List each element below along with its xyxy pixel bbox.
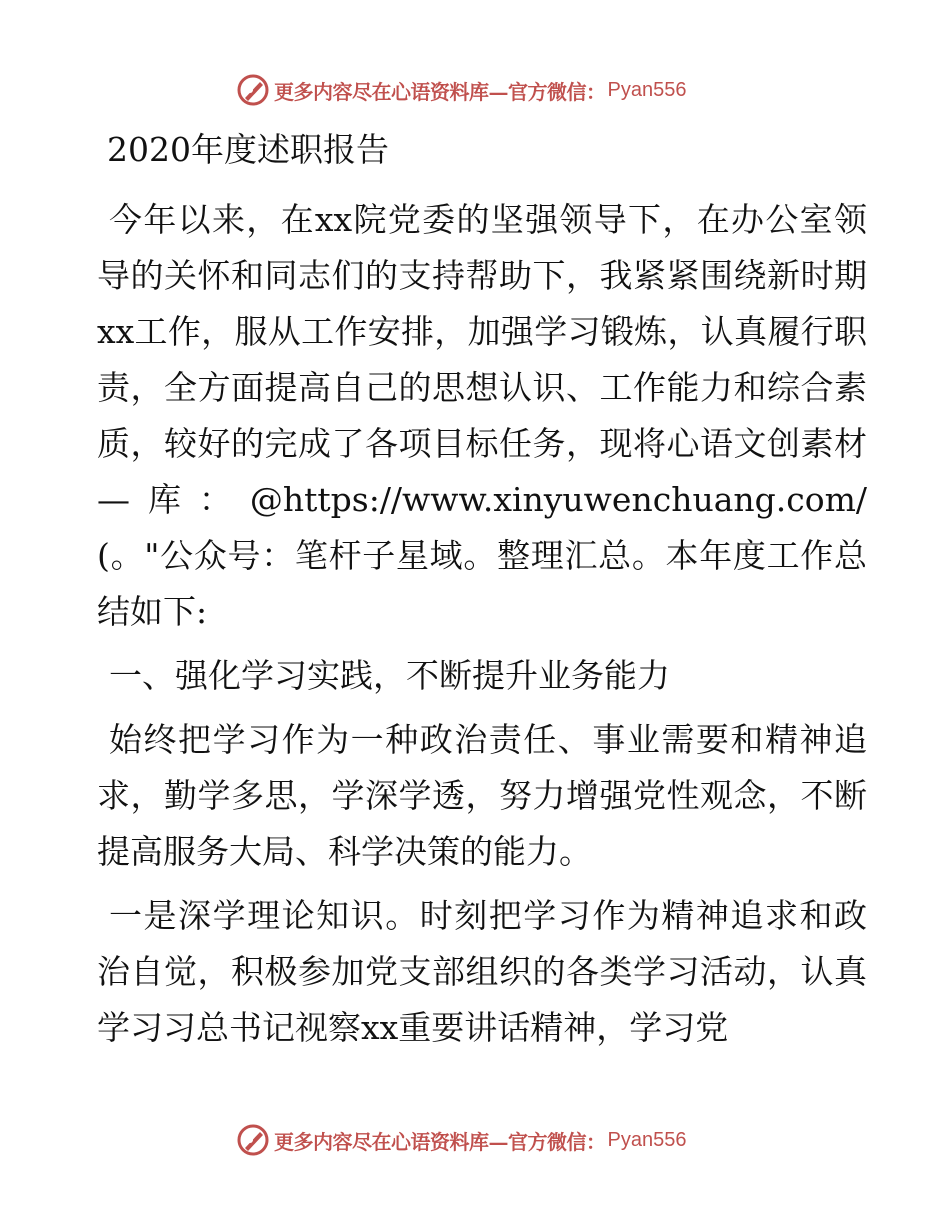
watermark-text: 更多内容尽在心语资料库—官方微信：	[274, 79, 606, 104]
watermark-text: 更多内容尽在心语资料库—官方微信：	[274, 1129, 606, 1154]
header-watermark	[236, 73, 686, 107]
document-body	[97, 122, 867, 1112]
pen-logo-icon	[236, 73, 270, 107]
watermark-account: Pyan556	[607, 1128, 687, 1151]
paragraph-study: 始终把学习作为一种政治责任、事业需要和精神追求，勤学多思，学深学透，努力增强党性观念，不断提高服务大局、科学决策的能力。	[97, 720, 867, 871]
section-heading: 一、强化学习实践，不断提升业务能力	[109, 656, 670, 695]
footer-watermark	[236, 1123, 686, 1157]
paragraph-intro: 今年以来，在xx院党委的坚强领导下，在办公室领导的关怀和同志们的支持帮助下，我紧紧围绕新时期xx工作，服从工作安排，加强学习锻炼，认真履行职责，全方面提高自己的思想认识、工作能力和综合素质，较好的完成了各项目标任务，现将心语文创素材—库：@https://www.xinyuwenchuang.com/(。"公众号：笔杆子星域。整理汇总。本年度工作总结如下:	[97, 200, 867, 631]
watermark-account: Pyan556	[607, 78, 687, 101]
document-title: 2020年度述职报告	[107, 130, 389, 169]
pen-logo-icon	[236, 1123, 270, 1157]
paragraph-theory: 一是深学理论知识。时刻把学习作为精神追求和政治自觉，积极参加党支部组织的各类学习活动，认真学习习总书记视察xx重要讲话精神，学习党	[97, 896, 867, 1047]
